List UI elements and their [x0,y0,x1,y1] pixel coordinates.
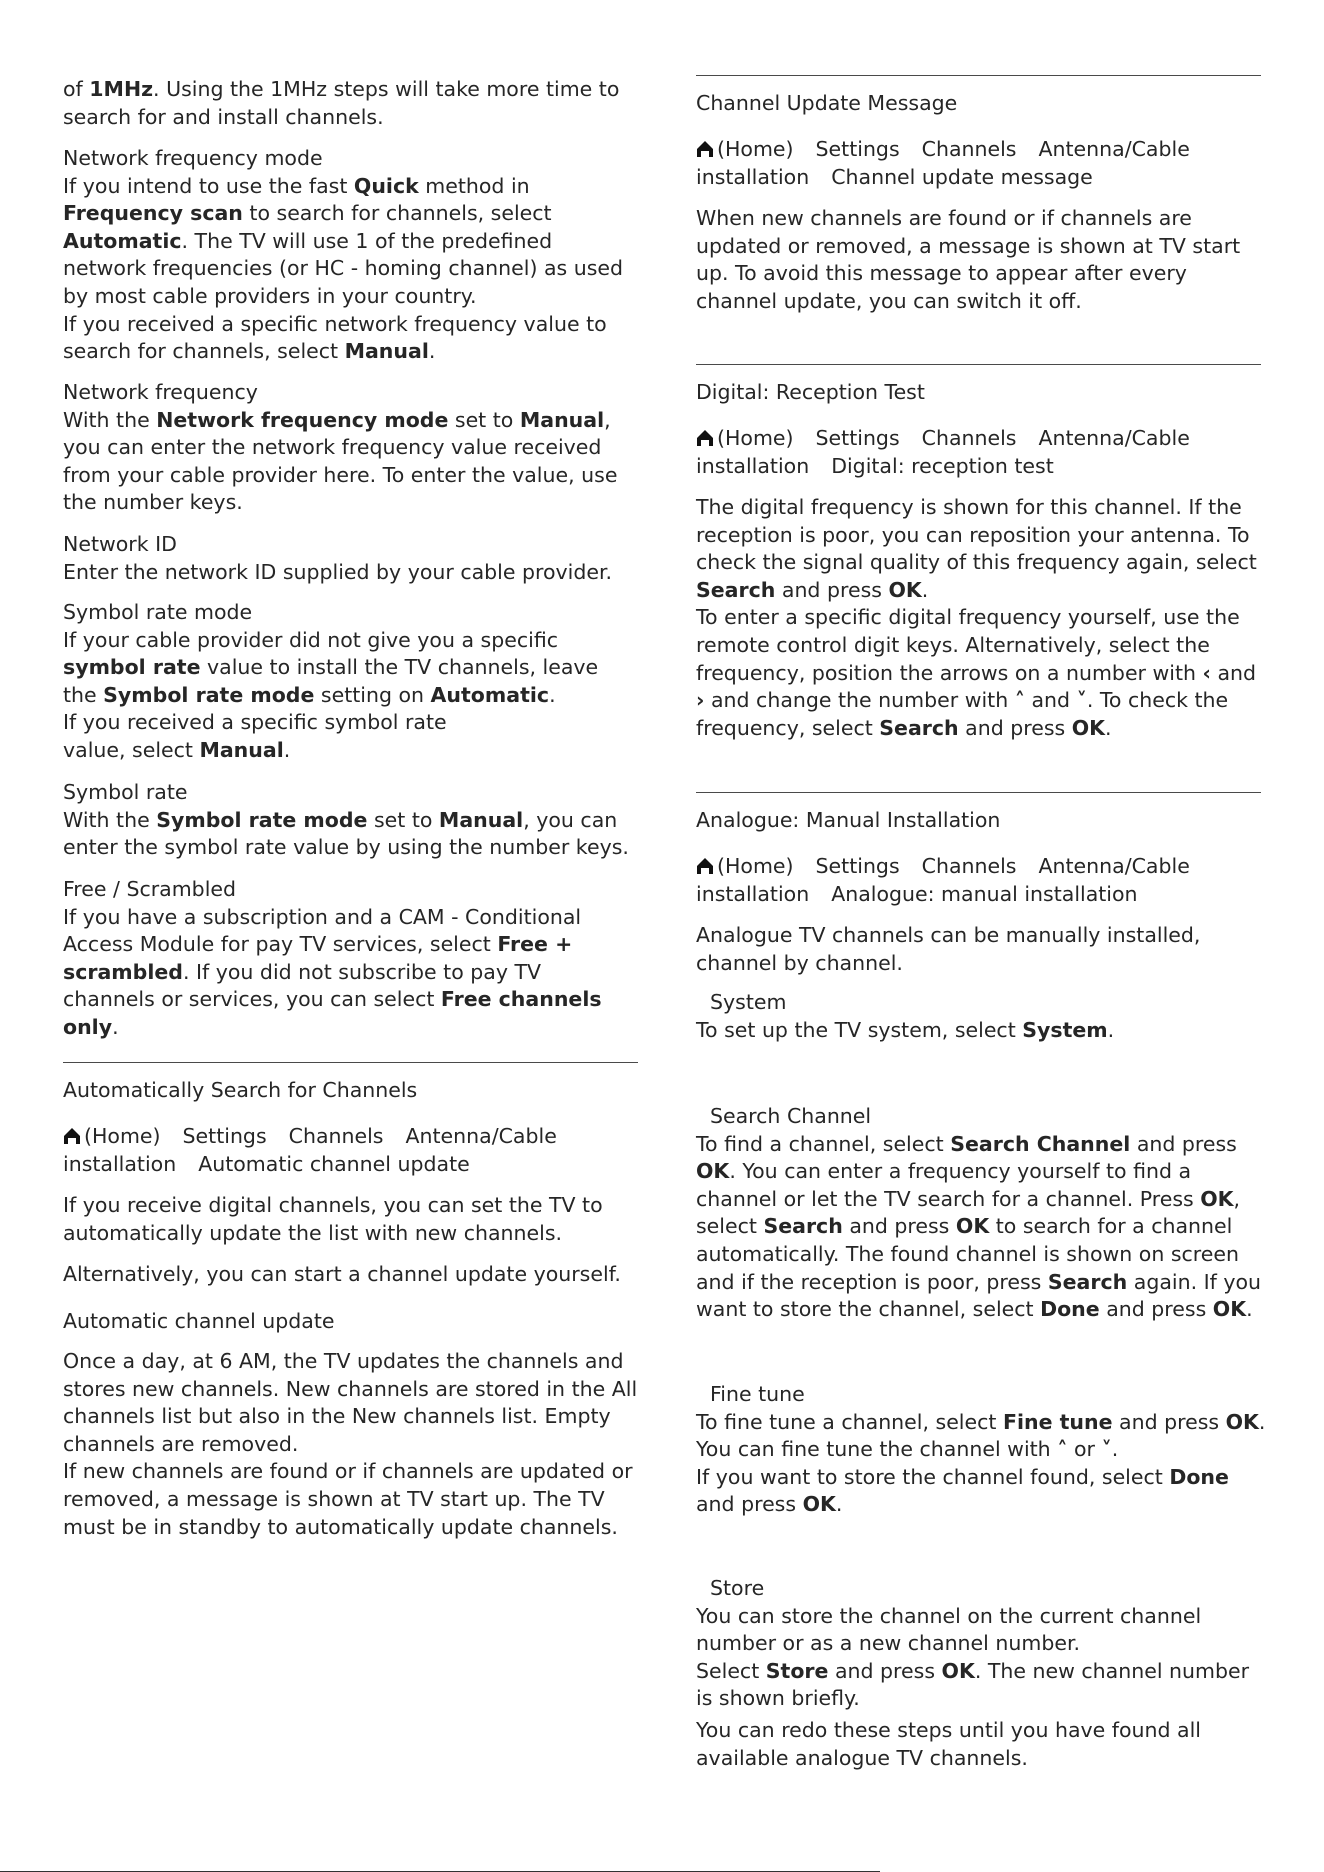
arrow-right-icon: › [696,688,705,713]
reception-test-text [696,494,1266,742]
fine-tune-section [696,1381,1266,1519]
menu-path: (Home) Settings Channels Antenna/Cable installation Digital: reception test [696,426,1190,478]
paragraph: To set up the TV system, select System. [696,1017,1115,1042]
section-title: Analogue: Manual Installation [696,808,1001,832]
home-icon [696,429,714,447]
paragraph: If you intend to use the fast Quick method in Frequency scan to search for channels, select Automatic. The TV will use 1 of the predefined network frequencies (or HC - homing channel) as used by most cable providers in your country. [63,173,624,308]
home-icon [696,140,714,158]
arrow-left-icon: ‹ [1202,660,1211,685]
paragraph: Once a day, at 6 AM, the TV updates the channels and stores new channels. New channels are stored in the All channels list but also in the New channels list. Empty channels are removed. [63,1349,638,1456]
paragraph: Alternatively, you can start a channel update yourself. [63,1262,621,1286]
paragraph: If you received a specific network frequency value to search for channels, select Manual. [63,311,607,364]
network-id-section [63,531,638,586]
menu-path: (Home) Settings Channels Antenna/Cable installation Channel update message [696,137,1190,189]
paragraph: When new channels are found or if channels are updated or removed, a message is shown at TV start up. To avoid this message to appear after every channel update, you can switch it off. [696,206,1241,313]
arrow-down-icon: ˅ [1076,688,1087,713]
menu-path: (Home) Settings Channels Antenna/Cable installation Analogue: manual installation [696,854,1190,906]
free-scrambled-section [63,876,638,1042]
paragraph: With the Symbol rate mode set to Manual, you can enter the symbol rate value by using the number keys. [63,807,629,860]
section-title: Channel Update Message [696,91,958,115]
paragraph: If you have a subscription and a CAM - Conditional Access Module for pay TV services, select Free + scrambled. If you did not subscribe to pay TV channels or services, you can select Free channels only. [63,904,602,1039]
subsection-heading: Store [710,1576,765,1600]
section-heading: Free / Scrambled [63,877,237,901]
symbol-rate-mode-section [63,599,638,765]
paragraph: To find a channel, select Search Channel and press OK. You can enter a frequency yourself to find a channel or let the TV search for a channel. Press OK, select Search and press OK to search for a channel automatically. The found channel is shown on screen and if the reception is poor, press Search again. If you want to store the channel, select Done and press OK. [696,1131,1262,1322]
paragraph: You can redo these steps until you have found all available analogue TV channels. [696,1717,1202,1770]
paragraph: If you receive digital channels, you can set the TV to automatically update the list with new channels. [63,1193,603,1245]
paragraph: If you received a specific symbol rate value, select Manual. [63,710,447,762]
network-frequency-section [63,379,638,517]
paragraph: If new channels are found or if channels are updated or removed, a message is shown at TV start up. The TV must be in standby to automatically update channels. [63,1459,633,1539]
subsection-heading: System [710,990,787,1014]
symbol-rate-section [63,779,638,862]
section-title: Digital: Reception Test [696,380,925,404]
network-frequency-mode-section [63,145,638,366]
paragraph: The digital frequency is shown for this channel. If the reception is poor, you can reposition your antenna. To check the signal quality of this frequency again, select Search and press OK. [696,495,1257,602]
store-section [696,1575,1266,1772]
arrow-up-icon: ˄ [1057,1437,1068,1462]
paragraph: Select Store and press OK. The new channel number is shown briefly. [696,1658,1250,1711]
section-heading: Network ID [63,532,177,556]
paragraph: Analogue TV channels can be manually installed, channel by channel. [696,923,1201,975]
section-divider [63,1062,638,1063]
search-channel-section [696,1103,1266,1324]
section-divider [696,75,1261,76]
subsection-heading: Automatic channel update [63,1309,335,1333]
subsection-heading: Search Channel [710,1104,872,1128]
subsection-heading: Fine tune [710,1382,805,1406]
paragraph: If you want to store the channel found, select Done and press OK. [696,1464,1229,1517]
section-heading: Network frequency [63,380,258,404]
paragraph: You can store the channel on the current channel number or as a new channel number. [696,1603,1202,1656]
section-heading: Symbol rate [63,780,188,804]
home-icon [63,1127,81,1145]
paragraph: To fine tune a channel, select Fine tune and press OK. You can fine tune the channel with ˄ or ˅. [696,1409,1266,1464]
paragraph: With the Network frequency mode set to Manual, you can enter the network frequency value received from your cable provider here. To enter the value, use the number keys. [63,407,618,515]
intro-paragraph: of 1MHz. Using the 1MHz steps will take more time to search for and install channels. [63,77,620,129]
paragraph: Enter the network ID supplied by your cable provider. [63,559,613,584]
system-section [696,989,1266,1044]
section-title: Automatically Search for Channels [63,1078,418,1102]
section-divider [696,792,1261,793]
automatic-update-text [63,1348,638,1541]
paragraph: If your cable provider did not give you a specific symbol rate value to install the TV channels, leave the Symbol rate mode setting on Automatic. [63,627,599,707]
section-divider [696,364,1261,365]
section-heading: Network frequency mode [63,146,323,170]
arrow-down-icon: ˅ [1101,1437,1112,1462]
menu-path: (Home) Settings Channels Antenna/Cable installation Automatic channel update [63,1124,557,1176]
home-icon [696,857,714,875]
section-heading: Symbol rate mode [63,600,253,624]
paragraph: To enter a specific digital frequency yourself, use the remote control digit keys. Alternatively, select the frequency, position the arrows on a number with ‹ and › and change the number with ˄ and ˅. To check the frequency, select Search and press OK. [696,605,1257,740]
arrow-up-icon: ˄ [1014,688,1025,713]
